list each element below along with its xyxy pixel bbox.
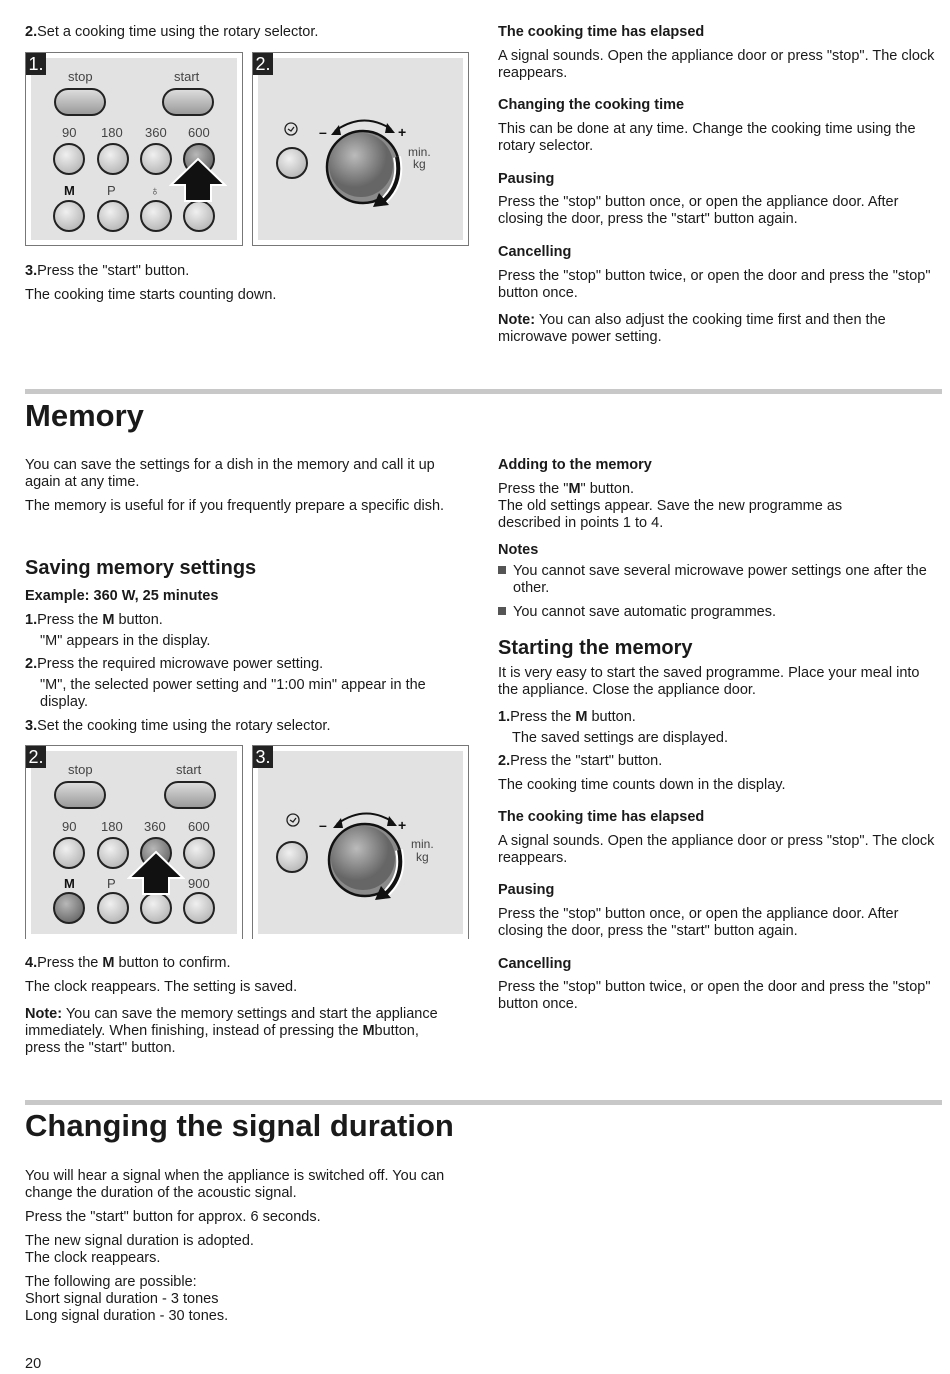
pausing-text: Press the "stop" button once, or open the appliance door. After closing the door, press the "start" button again. [498, 906, 899, 939]
power-label: 180 [101, 125, 123, 140]
heading-elapsed: The cooking time has elapsed [498, 24, 705, 40]
start-step-1: 1.Press the M button. [498, 709, 636, 725]
p-button [97, 200, 129, 232]
signal-text-4c: Long signal duration - 30 tones. [25, 1308, 229, 1324]
heading-pausing: Pausing [498, 171, 555, 187]
plus-label: + [398, 817, 407, 833]
save-step-3: 3.Set the cooking time using the rotary selector. [25, 718, 331, 734]
signal-text-4b: Short signal duration - 3 tones [25, 1291, 219, 1307]
example-label: Example: 360 W, 25 minutes [25, 588, 219, 604]
stop-button [54, 88, 106, 116]
bullet-icon [498, 607, 506, 615]
section-divider [25, 389, 942, 394]
start-button [162, 88, 214, 116]
press-arrow-icon [169, 157, 227, 203]
min-label: min. [411, 837, 434, 851]
elapsed-text: A signal sounds. Open the appliance door or press "stop". The clock reappears. [498, 48, 935, 81]
section-divider [25, 1100, 942, 1105]
step-3: 3.Press the "start" button. [25, 263, 190, 279]
heading-adding: Adding to the memory [498, 457, 652, 473]
memory-button [53, 200, 85, 232]
save-step-4: 4.Press the M button to confirm. [25, 955, 231, 971]
clock-button [276, 147, 308, 179]
power-button [183, 837, 215, 869]
clock-icon [283, 121, 299, 137]
memory-label: M [64, 876, 75, 891]
signal-text-4a: The following are possible: [25, 1274, 197, 1290]
signal-text-3b: The clock reappears. [25, 1250, 161, 1266]
starting-text: It is very easy to start the saved programme. Place your meal into the appliance. Close the appliance door. [498, 665, 920, 698]
power-label: 180 [101, 819, 123, 834]
rotary-selector-icon [317, 115, 411, 209]
elapsed-text: A signal sounds. Open the appliance door or press "stop". The clock reappears. [498, 833, 935, 866]
power-button [53, 837, 85, 869]
save-step-1: 1.Press the M button. [25, 612, 163, 628]
start-step-2-result: The cooking time counts down in the display. [498, 777, 786, 793]
signal-title: Changing the signal duration [25, 1108, 454, 1143]
control-panel-figure-1 [25, 52, 243, 246]
power-button [53, 143, 85, 175]
changing-text: This can be done at any time. Change the cooking time using the rotary selector. [498, 121, 916, 154]
cancelling-text: Press the "stop" button twice, or open the door and press the "stop" button once. [498, 979, 931, 1012]
start-step-2: 2.Press the "start" button. [498, 753, 663, 769]
memory-button-pressed [53, 892, 85, 924]
signal-text-3a: The new signal duration is adopted. [25, 1233, 254, 1249]
signal-text-2: Press the "start" button for approx. 6 seconds. [25, 1209, 321, 1225]
weight-icon: ♁ [150, 183, 160, 198]
memory-label: M [64, 183, 75, 198]
start-step-1-result: The saved settings are displayed. [512, 730, 729, 746]
saving-heading: Saving memory settings [25, 557, 257, 579]
kg-label: kg [416, 850, 429, 864]
memory-intro-2: The memory is useful for if you frequently prepare a specific dish. [25, 498, 445, 514]
power-label: 90 [62, 125, 77, 140]
power-button [97, 143, 129, 175]
power-label: 360 [145, 125, 167, 140]
power-label: 90 [62, 819, 77, 834]
heading-elapsed: The cooking time has elapsed [498, 809, 705, 825]
press-arrow-icon [127, 850, 185, 896]
rotary-panel-figure-2 [252, 745, 469, 939]
heading-changing: Changing the cooking time [498, 97, 685, 113]
plus-label: + [398, 124, 407, 140]
start-label: start [174, 69, 200, 84]
save-step-2: 2.Press the required microwave power setting. [25, 656, 324, 672]
blank-button [140, 892, 172, 924]
power-label: 900 [188, 876, 210, 891]
p-label: P [107, 876, 116, 891]
start-label: start [176, 762, 202, 777]
save-step-4-result: The clock reappears. The setting is saved. [25, 979, 298, 995]
note: Note: You can also adjust the cooking time first and then the microwave power setting. [498, 312, 886, 345]
step-3-result: The cooking time starts counting down. [25, 287, 277, 303]
rotary-panel-figure-1 [252, 52, 469, 246]
notes-item: You cannot save automatic programmes. [498, 604, 942, 621]
stop-label: stop [68, 762, 93, 777]
page-number: 20 [25, 1356, 42, 1372]
save-step-1-result: "M" appears in the display. [40, 633, 211, 649]
start-button [164, 781, 216, 809]
weight-button [140, 200, 172, 232]
p-label: P [107, 183, 116, 198]
heading-cancelling: Cancelling [498, 956, 572, 972]
memory-intro-1: You can save the settings for a dish in the memory and call it up again at any time. [25, 457, 435, 490]
heading-notes: Notes [498, 542, 539, 558]
cancelling-text: Press the "stop" button twice, or open the door and press the "stop" button once. [498, 268, 931, 301]
pausing-text: Press the "stop" button once, or open the appliance door. After closing the door, press the "start" button again. [498, 194, 899, 227]
stop-button [54, 781, 106, 809]
memory-title: Memory [25, 398, 144, 433]
stop-label: stop [68, 69, 93, 84]
step-2: 2.Set a cooking time using the rotary selector. [25, 24, 319, 40]
adding-text-2: The old settings appear. Save the new programme as described in points 1 to 4. [498, 498, 843, 531]
heading-cancelling: Cancelling [498, 244, 572, 260]
blank-button [183, 200, 215, 232]
starting-heading: Starting the memory [498, 637, 693, 659]
save-step-2-result: "M", the selected power setting and "1:00 min" appear in the display. [40, 677, 426, 710]
figure-badge: 3. [253, 746, 273, 768]
clock-icon [285, 812, 301, 828]
control-panel-figure-2 [25, 745, 243, 939]
clock-button [276, 841, 308, 873]
notes-item: You cannot save several microwave power settings one after the other. [498, 563, 942, 597]
figure-badge: 2. [26, 746, 46, 768]
p-button [97, 892, 129, 924]
power-button [97, 837, 129, 869]
adding-text-1: Press the "M" button. [498, 481, 635, 497]
min-label: min. [408, 145, 431, 159]
power-label: 600 [188, 125, 210, 140]
kg-label: kg [413, 157, 426, 171]
blank-button [183, 892, 215, 924]
figure-badge: 2. [253, 53, 273, 75]
heading-pausing: Pausing [498, 882, 555, 898]
minus-label: – [319, 124, 327, 140]
minus-label: – [319, 817, 327, 833]
power-label: 600 [188, 819, 210, 834]
memory-note: Note: You can save the memory settings and start the appliance immediately. When finishing, instead of pressing the Mbutton, press the "start" button. [25, 1006, 438, 1056]
signal-text-1: You will hear a signal when the appliance is switched off. You can change the duration of the acoustic signal. [25, 1168, 445, 1201]
rotary-selector-icon [319, 808, 413, 902]
power-label: 360 [144, 819, 166, 834]
bullet-icon [498, 566, 506, 574]
power-button [140, 143, 172, 175]
figure-badge: 1. [26, 53, 46, 75]
